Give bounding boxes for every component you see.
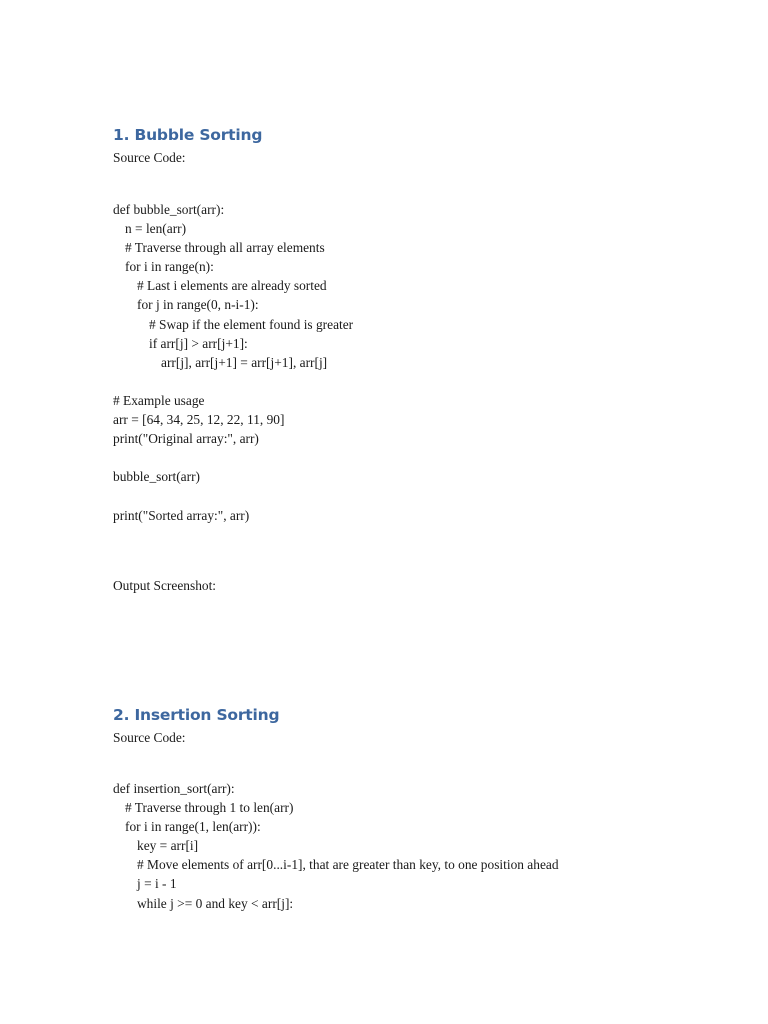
code-block-insertion-sort bbox=[113, 779, 559, 913]
code-line: for j in range(0, n-i-1): bbox=[137, 297, 259, 313]
code-line bbox=[113, 486, 353, 505]
section-title-insertion-sort: 2. Insertion Sorting bbox=[113, 706, 280, 724]
code-line: # Swap if the element found is greater bbox=[149, 316, 354, 332]
code-line: arr = [64, 34, 25, 12, 22, 11, 90] bbox=[113, 412, 285, 428]
code-line: # Traverse through all array elements bbox=[125, 240, 325, 256]
section-title-bubble-sort: 1. Bubble Sorting bbox=[113, 126, 263, 144]
code-line: def bubble_sort(arr): bbox=[113, 202, 225, 217]
code-line: # Example usage bbox=[113, 392, 205, 408]
source-code-label-1: Source Code: bbox=[113, 150, 186, 165]
code-line: key = arr[i] bbox=[137, 838, 199, 854]
code-line bbox=[113, 372, 353, 391]
code-line: for i in range(n): bbox=[125, 259, 214, 275]
code-line: bubble_sort(arr) bbox=[113, 469, 201, 485]
source-code-label-2: Source Code: bbox=[113, 730, 186, 745]
code-line: j = i - 1 bbox=[137, 876, 177, 892]
code-line: while j >= 0 and key < arr[j]: bbox=[137, 895, 294, 911]
code-line: # Last i elements are already sorted bbox=[137, 278, 327, 294]
code-line: n = len(arr) bbox=[125, 221, 187, 237]
code-line: print("Sorted array:", arr) bbox=[113, 507, 250, 523]
output-screenshot-label: Output Screenshot: bbox=[113, 578, 217, 593]
code-line: for i in range(1, len(arr)): bbox=[125, 819, 261, 835]
code-line bbox=[113, 448, 353, 467]
code-line: arr[j], arr[j+1] = arr[j+1], arr[j] bbox=[161, 354, 328, 370]
code-line: def insertion_sort(arr): bbox=[113, 781, 235, 796]
code-block-bubble-sort bbox=[113, 200, 353, 525]
code-line: print("Original array:", arr) bbox=[113, 431, 259, 447]
code-line: if arr[j] > arr[j+1]: bbox=[149, 335, 248, 351]
code-line: # Move elements of arr[0...i-1], that are greater than key, to one position ahead bbox=[137, 857, 559, 873]
code-line: # Traverse through 1 to len(arr) bbox=[125, 800, 294, 816]
